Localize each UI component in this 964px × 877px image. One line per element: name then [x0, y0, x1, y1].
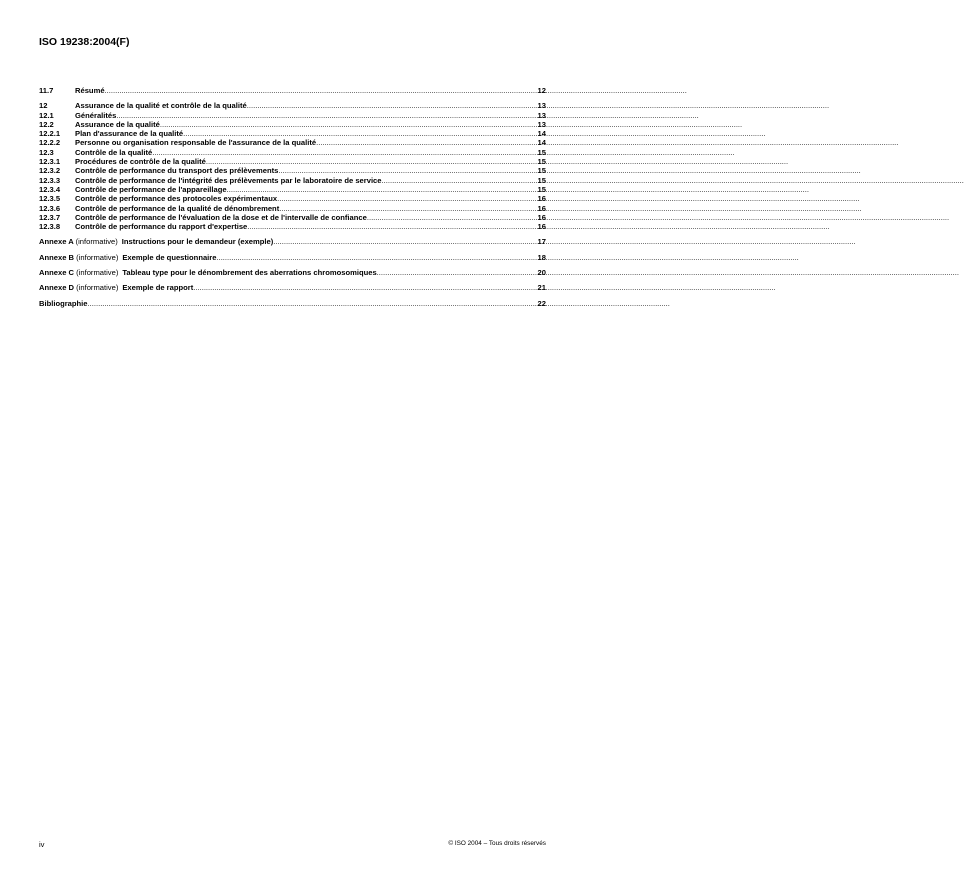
toc-entry-number: 12.3.2: [39, 166, 61, 176]
toc-leader-dots: [152, 148, 536, 157]
toc-entry-page: 16: [537, 203, 546, 213]
annex-heading: [39, 237, 122, 246]
toc-entry-page: 15: [537, 184, 546, 194]
toc-entry-number: 12.3.7: [39, 212, 61, 222]
toc-entry-number: 11.7: [39, 86, 54, 95]
toc-entry-title: Contrôle de la qualité: [75, 147, 153, 157]
toc-entry-title: Contrôle de performance du rapport d'expertise: [75, 222, 248, 232]
toc-entry[interactable]: [39, 213, 546, 222]
toc-entry-number: 12.3: [39, 147, 54, 157]
footer-page-number: iv: [39, 840, 45, 849]
toc-entry[interactable]: [39, 111, 546, 120]
toc-sections: [39, 86, 546, 231]
toc-entry-title: Contrôle de performance de l'évaluation de la dose et de l'intervalle de confiance: [75, 212, 367, 222]
annex-title: Exemple de questionnaire: [122, 252, 217, 262]
toc-annexes: [39, 237, 546, 292]
toc-entry[interactable]: [39, 166, 546, 175]
annex-label: Annexe B: [39, 252, 75, 262]
toc-leader-dots: [278, 166, 536, 175]
toc-entry[interactable]: [39, 176, 546, 185]
toc-entry-title: Assurance de la qualité et contrôle de la qualité: [75, 101, 247, 111]
toc-entry-page: 14: [537, 138, 546, 148]
toc-leader-dots: [160, 120, 537, 129]
annex-page: 21: [537, 283, 546, 293]
toc-entry[interactable]: [39, 86, 546, 95]
toc-annex-entry[interactable]: [39, 268, 546, 277]
annex-label: Annexe C: [39, 268, 75, 278]
toc-entry-page: 13: [537, 101, 546, 111]
annex-heading: [39, 283, 122, 292]
footer-copyright: © ISO 2004 – Tous droits réservés: [448, 840, 546, 847]
toc-entry-page: 15: [537, 166, 546, 176]
toc-entry-number: 12.3.6: [39, 203, 61, 213]
toc-entry-title: Plan d'assurance de la qualité: [75, 129, 184, 139]
toc-leader-dots: [88, 299, 537, 308]
toc-leader-dots: [193, 283, 536, 292]
toc-entry[interactable]: [39, 222, 546, 231]
document-id: ISO 19238:2004(F): [39, 36, 130, 48]
toc-entry-number: 12.1: [39, 110, 54, 120]
toc-entry-bibliography[interactable]: [39, 299, 546, 308]
toc-entry-page: 13: [537, 119, 546, 129]
toc-entry-title: Contrôle de performance de l'appareillage: [75, 184, 227, 194]
toc-leader-dots: [247, 222, 536, 231]
toc-entry-title: Contrôle de performance des protocoles expérimentaux: [75, 194, 278, 204]
toc-leader-dots: [227, 185, 537, 194]
toc-entry-number: 12.3.8: [39, 222, 61, 232]
toc-entry-page: 16: [537, 222, 546, 232]
toc-entry-number: 12.3.1: [39, 157, 61, 167]
annex-heading: [39, 268, 122, 277]
toc-entry[interactable]: [39, 129, 546, 138]
toc-entry-number: 12.3.5: [39, 194, 61, 204]
toc-entry-title: Procédures de contrôle de la qualité: [75, 157, 206, 167]
toc-entry-number: 12.2: [39, 119, 54, 129]
toc-entry-title: Contrôle de performance de l'intégrité des prélèvements par le laboratoire de service: [75, 175, 382, 185]
toc-entry-title: Généralités: [75, 110, 117, 120]
toc-entry[interactable]: [39, 194, 546, 203]
toc-annex-entry[interactable]: [39, 283, 546, 292]
toc-entry-title: Contrôle de performance de la qualité de dénombrement: [75, 203, 280, 213]
toc-entry-page: 15: [537, 147, 546, 157]
toc-entry-title: Résumé: [75, 86, 105, 95]
annex-kind: (informative): [75, 237, 118, 247]
annex-kind: (informative): [76, 283, 119, 293]
annex-label: Annexe A: [39, 237, 74, 247]
toc-annex-entry[interactable]: [39, 253, 546, 262]
annex-page: 18: [537, 252, 546, 262]
toc-leader-dots: [377, 268, 537, 277]
annex-title: Tableau type pour le dénombrement des aberrations chromosomiques: [122, 268, 377, 278]
toc-leader-dots: [273, 237, 536, 246]
toc-entry-number: 12.3.3: [39, 175, 61, 185]
table-of-contents: [39, 86, 546, 308]
toc-leader-dots: [316, 138, 536, 147]
toc-leader-dots: [279, 204, 536, 213]
toc-entry[interactable]: [39, 204, 546, 213]
toc-entry-page: 15: [537, 157, 546, 167]
toc-leader-dots: [216, 253, 536, 262]
annex-title: Exemple de rapport: [122, 283, 194, 293]
annex-page: 20: [537, 268, 546, 278]
toc-entry[interactable]: [39, 101, 546, 110]
toc-entry-page: 12: [537, 86, 546, 95]
toc-entry[interactable]: [39, 157, 546, 166]
toc-entry-number: 12.3.4: [39, 184, 61, 194]
toc-leader-dots: [382, 176, 537, 185]
toc-entry[interactable]: [39, 148, 546, 157]
toc-leader-dots: [367, 213, 537, 222]
toc-entry-number: 12: [39, 101, 48, 111]
annex-label: Annexe D: [39, 283, 75, 293]
annex-kind: (informative): [76, 268, 119, 278]
toc-leader-dots: [277, 194, 536, 203]
toc-entry-page: 14: [537, 129, 546, 139]
toc-entry[interactable]: [39, 138, 546, 147]
toc-entry-page: 13: [537, 110, 546, 120]
toc-leader-dots: [183, 129, 536, 138]
toc-leader-dots: [105, 86, 537, 95]
toc-entry-number: 12.2.1: [39, 129, 61, 139]
toc-entry-title: Bibliographie: [39, 298, 88, 308]
toc-entry-page: 15: [537, 175, 546, 185]
toc-entry[interactable]: [39, 185, 546, 194]
annex-page: 17: [537, 237, 546, 247]
toc-entry-title: Contrôle de performance du transport des prélèvements: [75, 166, 279, 176]
toc-leader-dots: [206, 157, 537, 166]
toc-entry-title: Assurance de la qualité: [75, 119, 160, 129]
toc-entry-page: 22: [537, 298, 546, 308]
annex-kind: (informative): [76, 252, 119, 262]
toc-entry-title: Personne ou organisation responsable de l'assurance de la qualité: [75, 138, 317, 148]
toc-entry-number: 12.2.2: [39, 138, 61, 148]
toc-leader-dots: [247, 101, 537, 110]
toc-entry-page: 16: [537, 194, 546, 204]
toc-leader-dots: [116, 111, 536, 120]
toc-entry-page: 16: [537, 212, 546, 222]
toc-annex-entry[interactable]: [39, 237, 546, 246]
annex-title: Instructions pour le demandeur (exemple): [121, 237, 274, 247]
toc-entry[interactable]: [39, 120, 546, 129]
annex-heading: [39, 253, 122, 262]
